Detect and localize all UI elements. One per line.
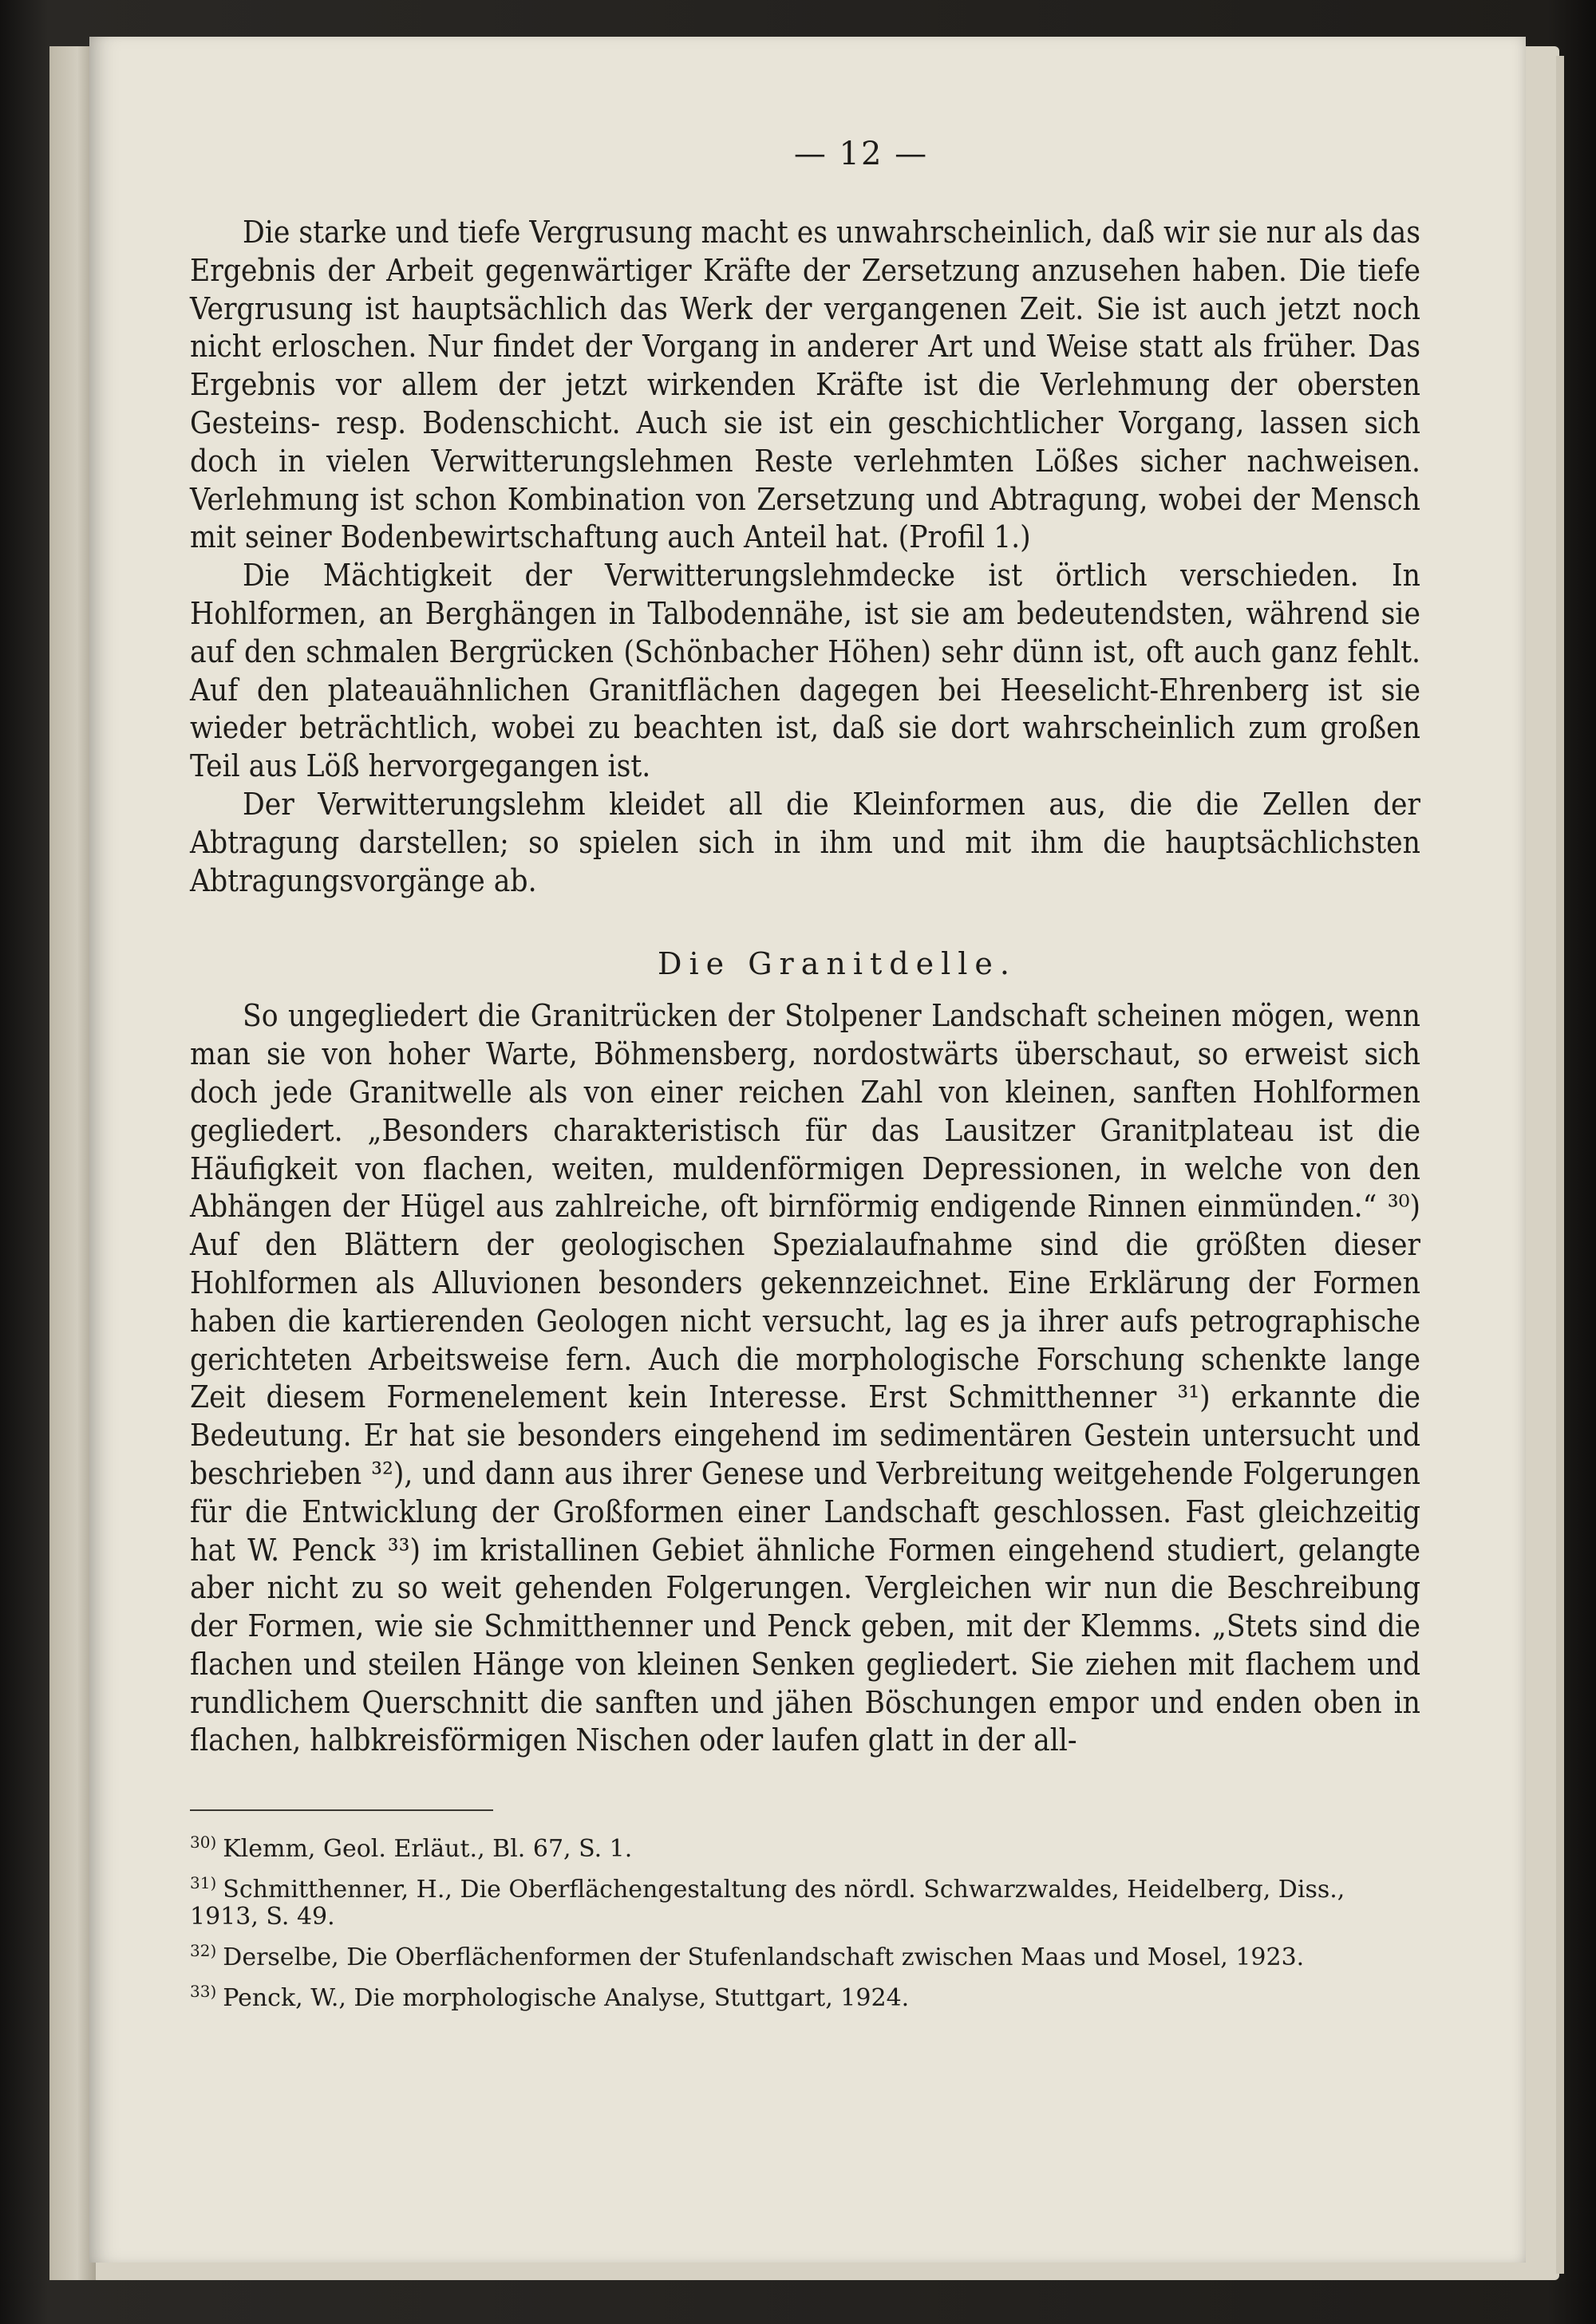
page-number: — 12 — — [793, 136, 929, 172]
footnote-text: Schmitthenner, H., Die Oberflächengestaltung des nördl. Schwarzwaldes, Heidelberg, Diss., 1913, S. 49. — [190, 1876, 1345, 1931]
footnote-divider — [190, 1809, 493, 1811]
footnote — [190, 1829, 1420, 1863]
footnote — [190, 1978, 1420, 2012]
page-content — [190, 136, 1420, 2018]
paragraph: Der Verwitterungslehm kleidet all die Kleinformen aus, die die Zellen der Abtragung darstellen; so spielen sich in ihm und mit ihm die hauptsächlichsten Abtragungsvorgänge ab. — [190, 786, 1420, 899]
footnote — [190, 1869, 1420, 1931]
footnote-mark: 31) — [190, 1873, 217, 1893]
section-heading: Die Granitdelle. — [658, 946, 1017, 982]
paragraph: So ungegliedert die Granitrücken der Stolpener Landschaft scheinen mögen, wenn man sie von hoher Warte, Böhmensberg, nordostwärts überschaut, so erweist sich doch jede Granitwelle als von einer reichen Zahl von kleinen, sanften Hohlformen gegliedert. „Besonders charakteristisch für das Lausitzer Granitplateau ist die Häufigkeit von flachen, weiten, muldenförmigen Depressionen, in welche von den Abhängen der Hügel aus zahlreiche, oft birnförmig endigende Rinnen einmünden.“ ³⁰) Auf den Blättern der geologischen Spezialaufnahme sind die größten dieser Hohlformen als Alluvionen besonders gekennzeichnet. Eine Erklärung der Formen haben die kartierenden Geologen nicht versucht, lag es ja ihrer aufs petrographische gerichteten Arbeitsweise fern. Auch die morphologische Forschung schenkte lange Zeit diesem Formenelement kein Interesse. Erst Schmitthenner ³¹) erkannte die Bedeutung. Er hat sie besonders eingehend im sedimentären Gestein untersucht und beschrieben ³²), und dann aus ihrer Genese und Verbreitung weitgehende Folgerungen für die Entwicklung der Großformen einer Landschaft geschlossen. Fast gleichzeitig hat W. Penck ³³) im kristallinen Gebiet ähnliche Formen eingehend studiert, gelangte aber nicht zu so weit gehenden Folgerungen. Vergleichen wir nun die Beschreibung der Formen, wie sie Schmitthenner und Penck geben, mit der Klemms. „Stets sind die flachen und steilen Hänge von kleinen Senken gegliedert. Sie ziehen mit flachem und rundlichem Querschnitt die sanften und jähen Böschungen empor und enden oben in flachen, halbkreisförmigen Nischen oder laufen glatt in der all- — [190, 998, 1420, 1759]
footnote-text: Penck, W., Die morphologische Analyse, Stuttgart, 1924. — [223, 1984, 910, 2013]
footnote-text: Klemm, Geol. Erläut., Bl. 67, S. 1. — [223, 1835, 633, 1864]
footnote-mark: 30) — [190, 1833, 217, 1852]
footnote — [190, 1937, 1420, 1971]
footnote-mark: 33) — [190, 1982, 217, 2002]
page-edge — [1556, 56, 1564, 2274]
paragraph: Die starke und tiefe Vergrusung macht es unwahrscheinlich, daß wir sie nur als das Ergebnis der Arbeit gegenwärtiger Kräfte der Zersetzung anzusehen haben. Die tiefe Vergrusung ist hauptsächlich das Werk der vergangenen Zeit. Sie ist auch jetzt noch nicht erloschen. Nur findet der Vorgang in anderer Art und Weise statt als früher. Das Ergebnis vor allem der jetzt wirkenden Kräfte ist die Verlehmung der obersten Gesteins- resp. Bodenschicht. Auch sie ist ein geschichtlicher Vorgang, lassen sich doch in vielen Verwitterungslehmen Reste verlehmten Lößes sicher nachweisen. Verlehmung ist schon Kombination von Zersetzung und Abtragung, wobei der Mensch mit seiner Bodenbewirtschaftung auch Anteil hat. (Profil 1.) — [190, 215, 1420, 556]
footnote-mark: 32) — [190, 1941, 217, 1961]
footnote-text: Derselbe, Die Oberflächenformen der Stufenlandschaft zwischen Maas und Mosel, 1923. — [223, 1943, 1305, 1972]
paragraph: Die Mächtigkeit der Verwitterungslehmdecke ist örtlich verschieden. In Hohlformen, an Berghängen in Talbodennähe, ist sie am bedeutendsten, während sie auf den schmalen Bergrücken (Schönbacher Höhen) sehr dünn ist, oft auch ganz fehlt. Auf den plateauähnlichen Granitflächen dagegen bei Heeselicht-Ehrenberg ist sie wieder beträchtlich, wobei zu beachten ist, daß sie dort wahrscheinlich zum großen Teil aus Löß hervorgegangen ist. — [190, 558, 1420, 785]
